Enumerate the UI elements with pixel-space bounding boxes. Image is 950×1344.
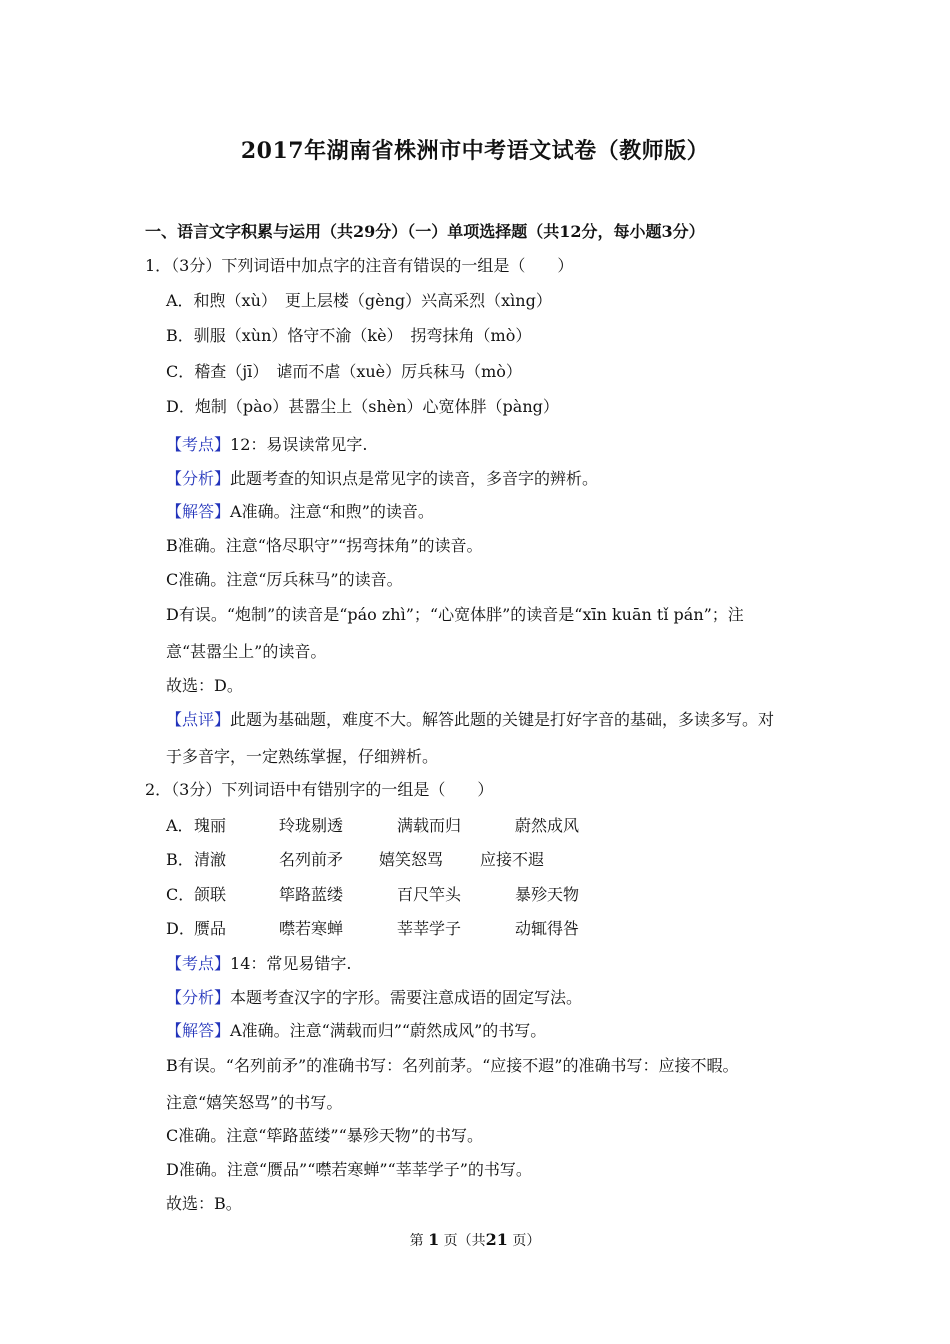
- option-word: 玲珑剔透: [279, 816, 344, 835]
- question-2-option-b: [166, 850, 590, 870]
- q1-jieda: [166, 502, 434, 522]
- option-letter: C．: [166, 885, 195, 904]
- page-total: 21: [485, 1230, 508, 1249]
- jieda-text: A准确。注意“满载而归”“蔚然成风”的书写。: [230, 1021, 547, 1040]
- fenxi-text: 本题考查汉字的字形。需要注意成语的固定写法。: [230, 988, 583, 1007]
- fenxi-tag: 【分析】: [166, 469, 231, 488]
- option-word: 百尺竿头: [397, 885, 462, 904]
- footer-middle: 页（共: [443, 1233, 486, 1249]
- question-1-option-c: C．稽查（jī） 谑而不虐（xuè）厉兵秣马（mò）: [166, 362, 522, 381]
- option-letter: D．: [166, 919, 195, 938]
- q2-fenxi: [166, 988, 582, 1008]
- question-2-option-a: [166, 816, 625, 836]
- question-2-stem: 2．（3分）下列词语中有错别字的一组是（ ）: [145, 780, 494, 799]
- kaodian-tag: 【考点】: [166, 954, 231, 973]
- option-word: 赝品: [194, 919, 227, 938]
- q1-answer-line: 意“甚嚣尘上”的读音。: [166, 642, 327, 661]
- option-word: 动辄得咎: [515, 919, 580, 938]
- q1-choice: 故选：D。: [166, 676, 243, 695]
- q2-answer-line: B有误。“名列前矛”的准确书写：名列前茅。“应接不遐”的准确书写：应接不暇。: [166, 1056, 739, 1075]
- q2-jieda: [166, 1021, 546, 1041]
- question-1-option-d: D．炮制（pào）甚嚣尘上（shèn）心宽体胖（pàng）: [166, 397, 559, 416]
- option-word: 应接不遐: [480, 850, 545, 869]
- option-word: 满载而归: [397, 816, 462, 835]
- option-word: 名列前矛: [279, 850, 344, 869]
- option-letter: B．: [166, 850, 194, 869]
- option-word: 筚路蓝缕: [279, 885, 344, 904]
- option-word: 颌联: [194, 885, 227, 904]
- page-footer: [0, 1230, 950, 1250]
- option-word: 嬉笑怒骂: [379, 850, 444, 869]
- option-word: 蔚然成风: [515, 816, 580, 835]
- q1-fenxi: [166, 469, 598, 489]
- jieda-tag: 【解答】: [166, 1021, 231, 1040]
- jieda-tag: 【解答】: [166, 502, 231, 521]
- question-1-stem: 1．（3分）下列词语中加点字的注音有错误的一组是（ ）: [145, 256, 574, 275]
- q1-kaodian: [166, 435, 367, 455]
- q1-dianping: [166, 710, 774, 730]
- question-2-option-c: [166, 885, 625, 905]
- question-1-option-b: B．驯服（xùn）恪守不渝（kè） 拐弯抹角（mò）: [166, 326, 532, 345]
- kaodian-text: 12：易误读常见字.: [230, 435, 368, 454]
- dianping-tag: 【点评】: [166, 710, 231, 729]
- question-2-option-d: [166, 919, 625, 939]
- page-number: 1: [428, 1230, 440, 1249]
- jieda-text: A准确。注意“和煦”的读音。: [230, 502, 434, 521]
- q1-answer-line: C准确。注意“厉兵秣马”的读音。: [166, 570, 403, 589]
- option-word: 暴殄天物: [515, 885, 580, 904]
- fenxi-tag: 【分析】: [166, 988, 231, 1007]
- fenxi-text: 此题考查的知识点是常见字的读音，多音字的辨析。: [230, 469, 599, 488]
- section-heading: 一、语言文字积累与运用（共29分）（一）单项选择题（共12分，每小题3分）: [145, 222, 705, 241]
- footer-suffix: 页）: [512, 1233, 541, 1249]
- q1-dianping-cont: 于多音字，一定熟练掌握，仔细辨析。: [166, 747, 439, 766]
- q2-answer-line: C准确。注意“筚路蓝缕”“暴殄天物”的书写。: [166, 1126, 483, 1145]
- footer-prefix: 第: [409, 1233, 424, 1249]
- option-word: 瑰丽: [194, 816, 227, 835]
- q2-answer-line: 注意“嬉笑怒骂”的书写。: [166, 1093, 343, 1112]
- q1-answer-line: B准确。注意“恪尽职守”“拐弯抹角”的读音。: [166, 536, 483, 555]
- kaodian-text: 14：常见易错字.: [230, 954, 352, 973]
- option-word: 莘莘学子: [397, 919, 462, 938]
- question-1-option-a: A．和煦（xù） 更上层楼（gèng）兴高采烈（xìng）: [166, 291, 552, 310]
- option-letter: A．: [166, 816, 194, 835]
- q1-answer-line: D有误。“炮制”的读音是“páo zhì”；“心宽体胖”的读音是“xīn kuān tǐ pán”；注: [166, 605, 744, 624]
- option-word: 清澈: [194, 850, 227, 869]
- q2-answer-line: D准确。注意“赝品”“噤若寒蝉”“莘莘学子”的书写。: [166, 1160, 532, 1179]
- kaodian-tag: 【考点】: [166, 435, 231, 454]
- document-title: 2017年湖南省株洲市中考语文试卷（教师版）: [240, 138, 710, 164]
- dianping-text: 此题为基础题，难度不大。解答此题的关键是打好字音的基础，多读多写。对: [230, 710, 775, 729]
- q2-choice: 故选：B。: [166, 1194, 242, 1213]
- q2-kaodian: [166, 954, 351, 974]
- option-word: 噤若寒蝉: [279, 919, 344, 938]
